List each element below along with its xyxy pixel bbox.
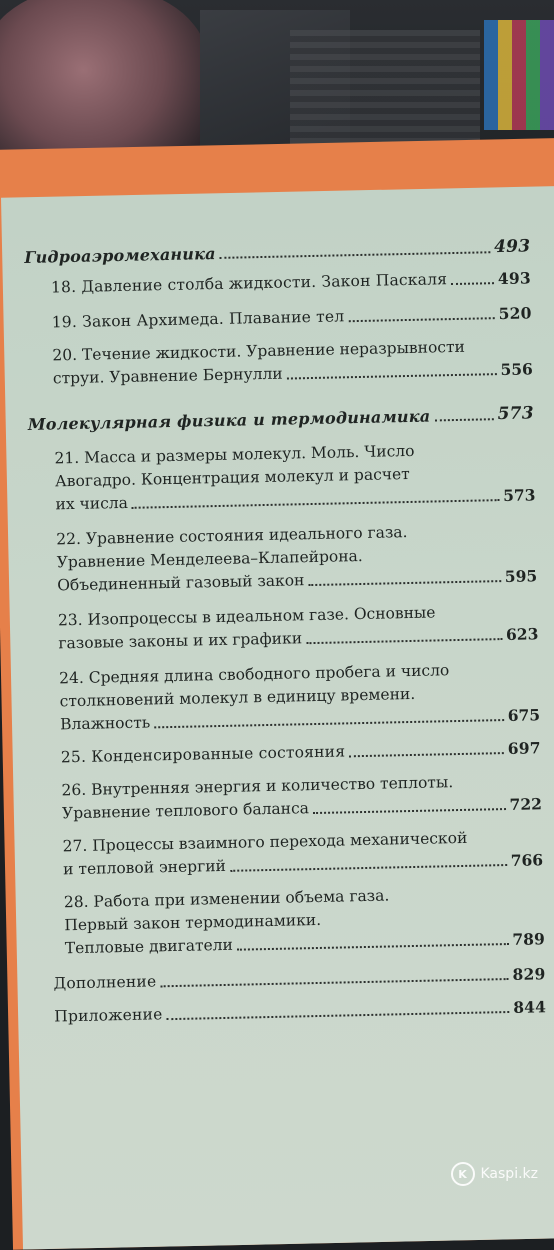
toc-page-number: 493 (497, 268, 532, 289)
leader-dots (309, 580, 501, 586)
toc-page-number: 844 (513, 997, 547, 1017)
leader-dots (287, 373, 497, 379)
toc-entry-line: Объединенный газовый закон (57, 571, 305, 595)
toc-entry-line: Влажность (59, 713, 151, 734)
toc-entry-label: Приложение (54, 1005, 163, 1026)
toc-page-number: 789 (512, 929, 545, 949)
toc-entry-line: 23. Изопроцессы в идеальном газе. Основные (57, 603, 436, 630)
toc-entry-line: Авогадро. Концентрация молекул и расчет (54, 464, 410, 491)
toc-entry-label: 25. Конденсированные состояния (60, 742, 346, 767)
toc-entry (26, 301, 532, 335)
toc-page-number: 520 (498, 303, 532, 324)
toc-section (24, 235, 530, 269)
toc-page-number: 573 (502, 485, 536, 506)
toc-entry-line: Первый закон термодинамики. (64, 910, 322, 935)
toc-page-number: 766 (510, 850, 544, 870)
toc-entry (35, 769, 542, 826)
toc-entry (30, 518, 537, 598)
leader-dots (167, 1011, 510, 1020)
toc-entry-line: Уравнение теплового баланса (61, 799, 310, 823)
toc-entry-line: их числа (55, 493, 129, 514)
toc-entry-line: и тепловой энергий (62, 856, 227, 879)
toc-entry (26, 334, 533, 391)
leader-dots (230, 864, 507, 872)
toc-entry-label: 19. Закон Архимеда. Плавание тел (51, 307, 345, 332)
toc-entry-line: струи. Уравнение Бернулли (52, 364, 283, 388)
leader-dots (306, 638, 502, 644)
leader-dots (348, 317, 494, 322)
toc-page-number: 697 (507, 738, 541, 758)
background-shelf (290, 30, 480, 150)
toc-section-title: Гидроаэромеханика (24, 243, 216, 267)
leader-dots (349, 752, 504, 757)
toc-page-number: 493 (493, 236, 531, 258)
toc-entry (33, 657, 540, 737)
toc-entry-line: 26. Внутренняя энергия и количество теплоты. (61, 773, 454, 800)
leader-dots (237, 943, 509, 951)
leader-dots (160, 978, 508, 987)
toc-entry-line: 27. Процессы взаимного перехода механической (62, 828, 468, 856)
toc-page-number: 675 (507, 705, 541, 725)
leader-dots (434, 418, 493, 421)
toc-entry (39, 962, 545, 996)
background-books (484, 20, 554, 130)
toc-entry-line: Уравнение Менделеева–Клапейрона. (56, 546, 363, 572)
kaspi-logo-icon: K (451, 1162, 475, 1186)
toc-entry-line: 20. Течение жидкости. Уравнение неразрывности (52, 337, 466, 365)
toc-entry (32, 599, 539, 656)
toc-entry-line: 21. Масса и размеры молекул. Моль. Число (54, 441, 415, 468)
table-of-contents (24, 229, 546, 1028)
toc-section (28, 402, 534, 436)
leader-dots (132, 499, 499, 509)
watermark (451, 1162, 539, 1186)
toc-section-title: Молекулярная физика и термодинамика (27, 406, 431, 434)
leader-dots (220, 251, 490, 259)
toc-entry (28, 437, 535, 517)
toc-entry (35, 736, 541, 770)
toc-entry-label: 18. Давление столба жидкости. Закон Паскаля (50, 270, 448, 297)
toc-page-number: 573 (497, 403, 534, 425)
toc-page-number: 722 (509, 794, 543, 814)
toc-entry-line: Тепловые двигатели (64, 935, 234, 958)
toc-entry (25, 266, 531, 300)
toc-entry-line: 24. Средняя длина свободного пробега и число (58, 661, 450, 688)
leader-dots (154, 719, 504, 728)
toc-entry-line: столкновений молекул в единицу времени. (59, 684, 416, 711)
toc-entry-label: Дополнение (53, 972, 157, 993)
toc-page-number: 829 (512, 964, 546, 984)
leader-dots (451, 282, 494, 285)
leader-dots (313, 808, 506, 814)
watermark-text: Kaspi.kz (480, 1166, 538, 1182)
toc-entry-line: 22. Уравнение состояния идеального газа. (56, 523, 408, 549)
toc-page-number: 556 (500, 359, 534, 380)
toc-page-number: 595 (504, 566, 538, 587)
toc-page-number: 623 (505, 624, 539, 644)
toc-entry-line: газовые законы и их графики (58, 629, 303, 653)
toc-entry (36, 825, 543, 882)
toc-entry-line: 28. Работа при изменении объема газа. (63, 886, 390, 912)
toc-entry (38, 881, 545, 961)
